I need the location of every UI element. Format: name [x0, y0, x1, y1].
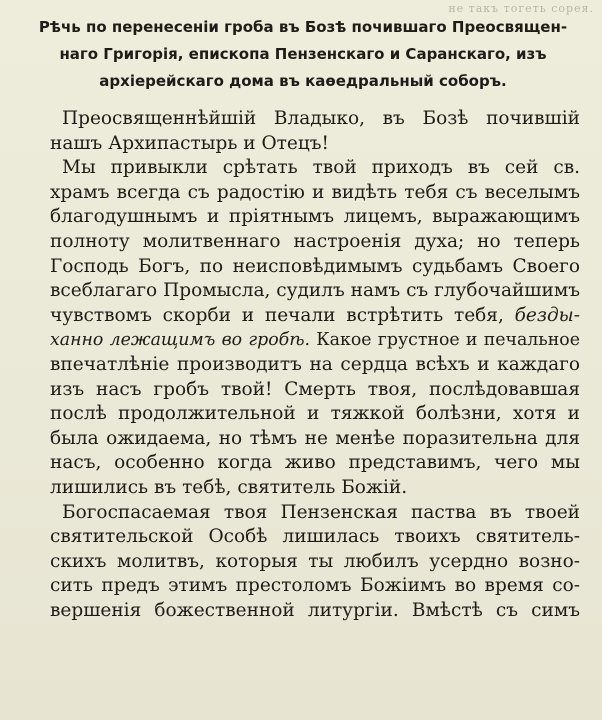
- body-line-plain-part: Какое грустное и печальное: [310, 330, 580, 351]
- body-line: Преосвященнѣйшій Владыко, въ Бозѣ почившій: [62, 108, 580, 129]
- body-line: святительской Особѣ лишилась твоихъ святитель-: [50, 526, 580, 548]
- body-line-italic-part: ханно лежащимъ во гробѣ.: [50, 330, 311, 351]
- body-line: сить предъ этимъ престоломъ Божіимъ во время со-: [50, 575, 580, 597]
- body-line: нашъ Архипастырь и Отецъ!: [50, 132, 329, 154]
- body-line: полноту молитвеннаго настроенія духа; но теперь: [50, 230, 580, 252]
- body-line: скихъ молитвъ, которыя ты любилъ усердно возно-: [50, 550, 580, 572]
- body-line: всеблагаго Промысла, судилъ намъ съ глубочайшимъ: [50, 280, 580, 302]
- speech-body: [50, 107, 580, 623]
- body-line: лишились въ тебѣ, святитель Божій.: [50, 476, 408, 498]
- body-line: Богоспасаемая твоя Пензенская паства въ твоей: [62, 501, 580, 523]
- heading-line: Рѣчь по перенесеніи гроба въ Бозѣ почившаго Преосвящен-: [38, 18, 568, 36]
- heading-line: наго Григорія, епископа Пензенскаго и Саранскаго, изъ: [59, 45, 547, 63]
- body-line: изъ насъ гробъ твой! Смерть твоя, послѣдовавшая: [50, 378, 580, 400]
- bleed-through-text: не такъ тогеть сорея.: [448, 2, 594, 15]
- body-line: насъ, особенно когда живо представимъ, чего мы: [50, 452, 580, 474]
- body-line: впечатлѣніе производитъ на сердца всѣхъ и каждаго: [50, 353, 580, 375]
- heading-line: архіерейскаго дома въ каѳедральный соборъ.: [99, 72, 507, 90]
- body-line: вершенія божественной литургіи. Вмѣстѣ съ симъ: [50, 599, 580, 621]
- body-line: Господь Богъ, по неисповѣдимымъ судьбамъ Своего: [50, 255, 580, 277]
- body-line: благодушнымъ и пріятнымъ лицемъ, выражающимъ: [50, 206, 580, 228]
- body-line: послѣ продолжительной и тяжкой болѣзни, хотя и: [50, 403, 580, 425]
- body-line: храмъ всегда съ радостію и видѣть тебя съ веселымъ: [50, 181, 580, 203]
- body-line: была ожидаема, но тѣмъ не менѣе поразительна для: [50, 427, 580, 449]
- body-line: Мы привыкли срѣтать твой приходъ въ сей св.: [62, 157, 580, 179]
- body-line-mixed: [50, 328, 580, 353]
- body-line-italic-part: безды-: [514, 304, 580, 326]
- speech-heading: [20, 14, 586, 95]
- body-line-mixed: [50, 304, 580, 329]
- body-line-plain-part: чувствомъ скорби и печали встрѣтить тебя,: [50, 304, 515, 326]
